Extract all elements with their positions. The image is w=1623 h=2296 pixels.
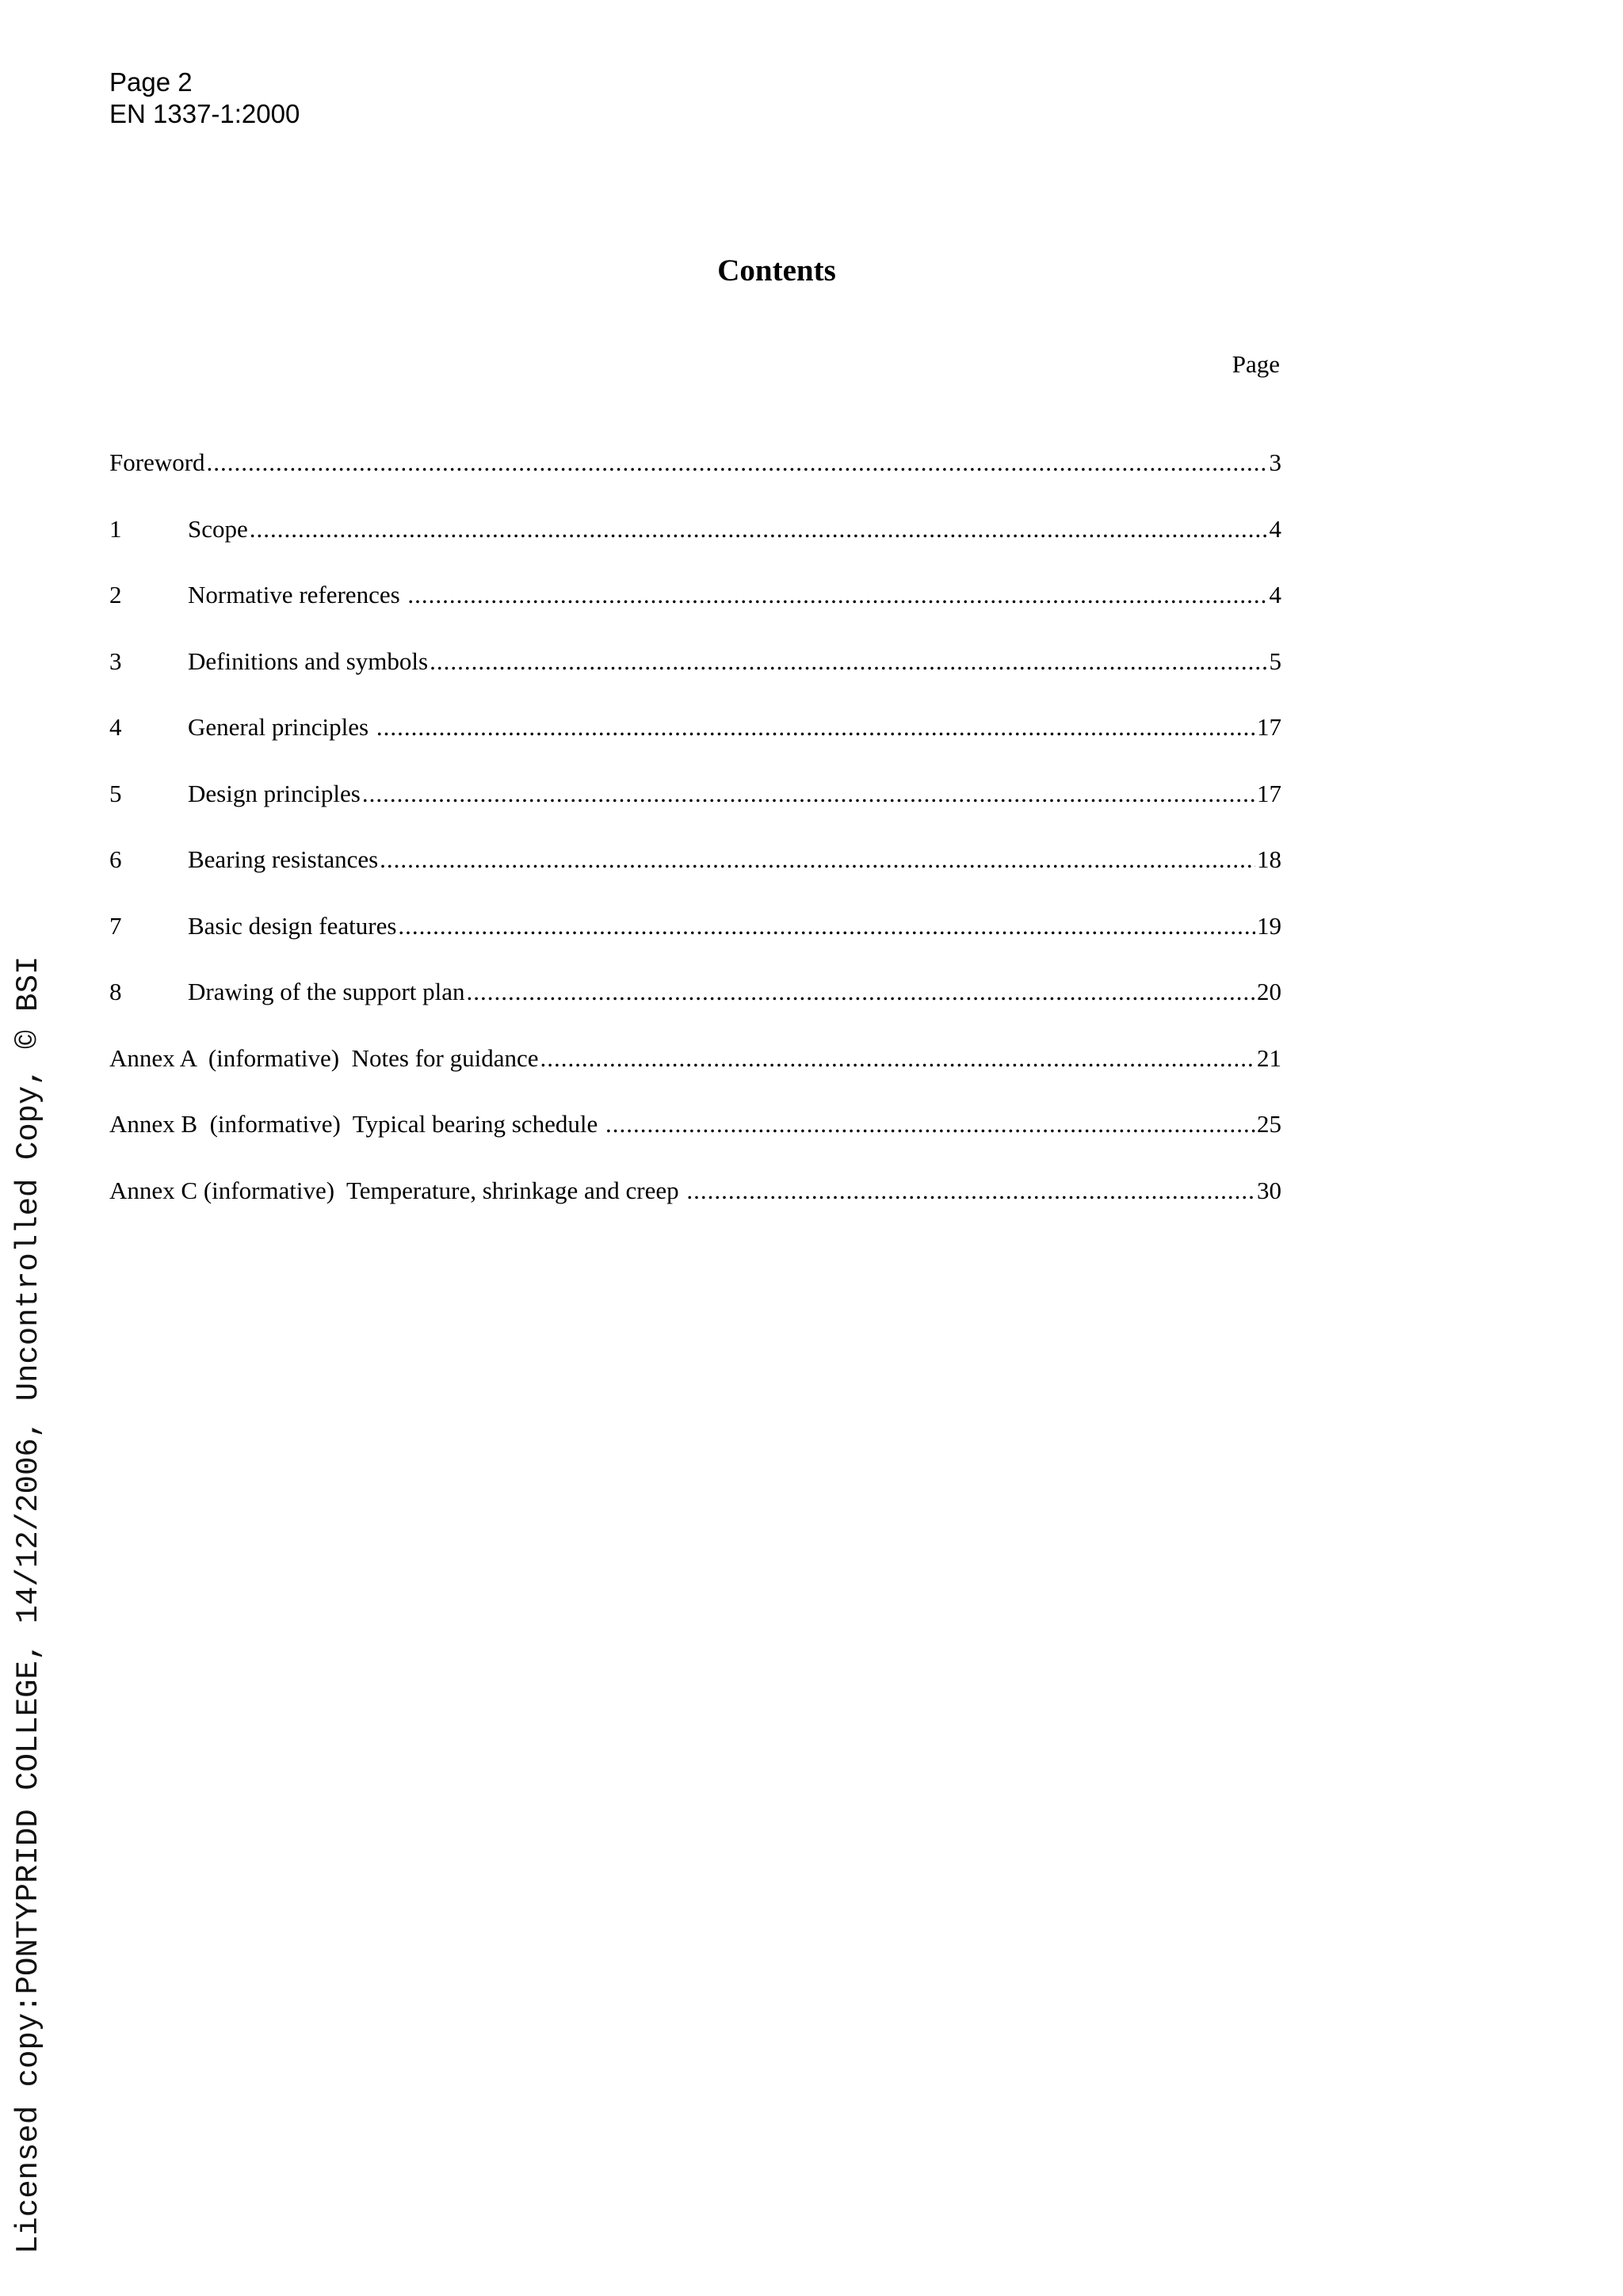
toc-entry-page: 25 xyxy=(1257,1110,1281,1138)
toc-entry-number: 6 xyxy=(109,845,122,873)
toc-entry-page: 18 xyxy=(1257,845,1281,873)
toc-entry-number: 2 xyxy=(109,581,122,608)
toc-dot-leader xyxy=(605,1108,1255,1140)
toc-entry-title: Annex C (informative) Temperature, shrinkage and creep xyxy=(109,1176,685,1204)
toc-entry-page: 21 xyxy=(1257,1043,1281,1072)
toc-dot-leader xyxy=(686,1175,1255,1207)
toc-entry-title: Basic design features xyxy=(188,911,397,940)
toc-entry-title: Scope xyxy=(188,514,248,543)
toc-entry-title: General principles xyxy=(188,713,375,741)
page-title: Contents xyxy=(717,254,836,288)
toc-entry-page: 5 xyxy=(1269,646,1281,675)
toc-entry-title: Normative references xyxy=(188,581,407,608)
toc-entry-number: 8 xyxy=(109,978,122,1005)
license-watermark: Licensed copy:PONTYPRIDD COLLEGE, 14/12/2006, Uncontrolled Copy, © BSI xyxy=(11,955,46,2254)
toc-entry-basic-design-features[interactable] xyxy=(109,910,1281,977)
toc-entry-title: Drawing of the support plan xyxy=(188,978,465,1005)
toc-entry-page: 4 xyxy=(1269,514,1281,543)
toc-entry-page: 4 xyxy=(1269,581,1281,608)
toc-entry-page: 19 xyxy=(1257,911,1281,940)
toc-dot-leader xyxy=(407,579,1267,611)
toc-entry-page: 3 xyxy=(1269,448,1281,476)
toc-dot-leader xyxy=(250,513,1268,545)
toc-entry-definitions[interactable] xyxy=(109,646,1281,712)
toc-entry-page: 17 xyxy=(1257,779,1281,807)
toc-dot-leader xyxy=(398,910,1255,942)
toc-dot-leader xyxy=(362,778,1255,810)
toc-entry-support-plan[interactable] xyxy=(109,976,1281,1043)
toc-dot-leader xyxy=(430,646,1267,677)
toc-entry-annex-a[interactable] xyxy=(109,1043,1281,1109)
toc-entry-title: Design principles xyxy=(188,779,361,807)
toc-entry-page: 20 xyxy=(1257,978,1281,1005)
toc-dot-leader xyxy=(540,1043,1256,1074)
toc-entry-title: Annex B (informative) Typical bearing schedule xyxy=(109,1110,604,1138)
toc-dot-leader xyxy=(207,447,1268,479)
page-header xyxy=(109,67,300,130)
toc-entry-title: Foreword xyxy=(109,448,205,476)
toc-entry-number: 4 xyxy=(109,713,122,741)
toc-entry-foreword[interactable] xyxy=(109,447,1281,513)
toc-entry-page: 30 xyxy=(1257,1176,1281,1204)
toc-entry-page: 17 xyxy=(1257,713,1281,741)
toc-entry-annex-c[interactable] xyxy=(109,1175,1281,1241)
page-column-label: Page xyxy=(1232,350,1280,378)
toc-entry-general-principles[interactable] xyxy=(109,711,1281,778)
toc-entry-number: 7 xyxy=(109,911,122,940)
toc-entry-number: 1 xyxy=(109,514,122,543)
toc-entry-title: Bearing resistances xyxy=(188,845,379,873)
toc-entry-design-principles[interactable] xyxy=(109,778,1281,845)
toc-dot-leader xyxy=(467,976,1255,1008)
toc-entry-bearing-resistances[interactable] xyxy=(109,844,1281,910)
toc-entry-annex-b[interactable] xyxy=(109,1108,1281,1175)
toc-entry-title: Annex A (informative) Notes for guidance xyxy=(109,1043,539,1072)
page-number: Page 2 xyxy=(109,67,193,97)
toc-entry-number: 3 xyxy=(109,646,122,675)
toc-dot-leader xyxy=(376,711,1255,743)
toc-entry-scope[interactable] xyxy=(109,513,1281,580)
table-of-contents xyxy=(109,447,1281,1241)
standard-id: EN 1337-1:2000 xyxy=(109,99,300,128)
toc-entry-title: Definitions and symbols xyxy=(188,646,429,675)
toc-dot-leader xyxy=(380,844,1255,875)
toc-entry-normative-references[interactable] xyxy=(109,579,1281,646)
toc-entry-number: 5 xyxy=(109,779,122,807)
